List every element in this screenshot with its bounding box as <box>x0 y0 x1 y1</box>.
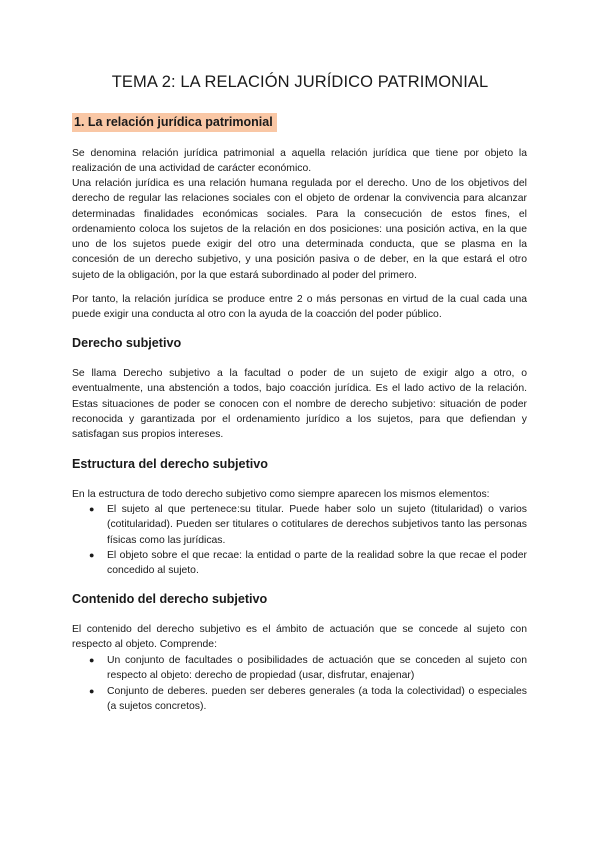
list-item <box>72 684 527 715</box>
bullet-icon: ● <box>89 504 95 514</box>
paragraph-conclusion: Por tanto, la relación jurídica se produce entre 2 o más personas en virtud de la cual cada una puede exigir una conducta al otro con la ayuda de la coacción del poder público. <box>72 294 527 321</box>
section-heading-relacion-juridica: 1. La relación jurídica patrimonial <box>72 113 277 132</box>
bullet-icon: ● <box>89 549 95 560</box>
paragraph-derecho-subjetivo: Se llama Derecho subjetivo a la facultad o poder de un sujeto de exigir algo a otro, o eventualmente, una abstención a todos, bajo coacción jurídica. Es el lado activo de la relación. Estas situaciones de poder se conocen con el nombre de derecho subjetivo: situación de poder reconocida y garantizada por el ordenamiento jurídico a los sujetos, para que defiendan y satisfagan sus propios intereses. <box>72 368 527 441</box>
list-item-text: Un conjunto de facultades o posibilidades de actuación que se conceden al sujeto con respecto al objeto: derecho de propiedad (usar, disfrutar, enajenar) <box>107 655 527 682</box>
list-item-text: Conjunto de deberes. pueden ser deberes generales (a toda la colectividad) o especiales (a sujetos concretos). <box>107 685 527 712</box>
contenido-list <box>72 653 527 714</box>
section-heading-contenido: Contenido del derecho subjetivo <box>72 592 268 606</box>
paragraph-relacion-juridica: Una relación jurídica es una relación humana regulada por el derecho. Uno de los objetivos del derecho de regular las relaciones sociales con el objeto de ordenar la convivencia para alcanzar determinadas finalidades económicas sociales. Para la consecución de estos fines, el ordenamiento coloca los sujetos de la relación en dos posiciones: una posición activa, en la que uno de los sujetos puede exigir del otro una determinada conducta, que se plasma en la concesión de un derecho subjetivo, y una posición pasiva o de deber, en la que estará el otro sujeto de la obligación, por la que estará subordinado al poder del primero. <box>72 178 527 281</box>
list-item-text: El sujeto al que pertenece:su titular. Puede haber solo un sujeto (titularidad) o varios (cotitularidad). Pueden ser titulares o cotitulares de derechos subjetivos tanto las personas físicas como las jurídicas. <box>107 504 527 546</box>
bullet-icon: ● <box>89 685 95 696</box>
list-item <box>72 653 527 684</box>
paragraph-estructura-intro: En la estructura de todo derecho subjetivo como siempre aparecen los mismos elementos: <box>72 489 490 500</box>
list-item-text: El objeto sobre el que recae: la entidad o parte de la realidad sobre la que recae el poder concedido al sujeto. <box>107 549 527 577</box>
list-item <box>72 502 527 548</box>
document-title: TEMA 2: LA RELACIÓN JURÍDICO PATRIMONIAL <box>111 73 489 91</box>
list-item <box>72 548 527 579</box>
paragraph-contenido-intro: El contenido del derecho subjetivo es el ámbito de actuación que se concede al sujeto con respecto al objeto. Comprende: <box>72 624 527 651</box>
estructura-list <box>72 502 527 578</box>
section-heading-derecho-subjetivo: Derecho subjetivo <box>72 336 182 350</box>
paragraph-definition: Se denomina relación jurídica patrimonial a aquella relación jurídica que tiene por objeto la realización de una actividad de carácter económico. <box>72 148 527 175</box>
section-heading-estructura: Estructura del derecho subjetivo <box>72 457 268 471</box>
bullet-icon: ● <box>89 655 95 665</box>
